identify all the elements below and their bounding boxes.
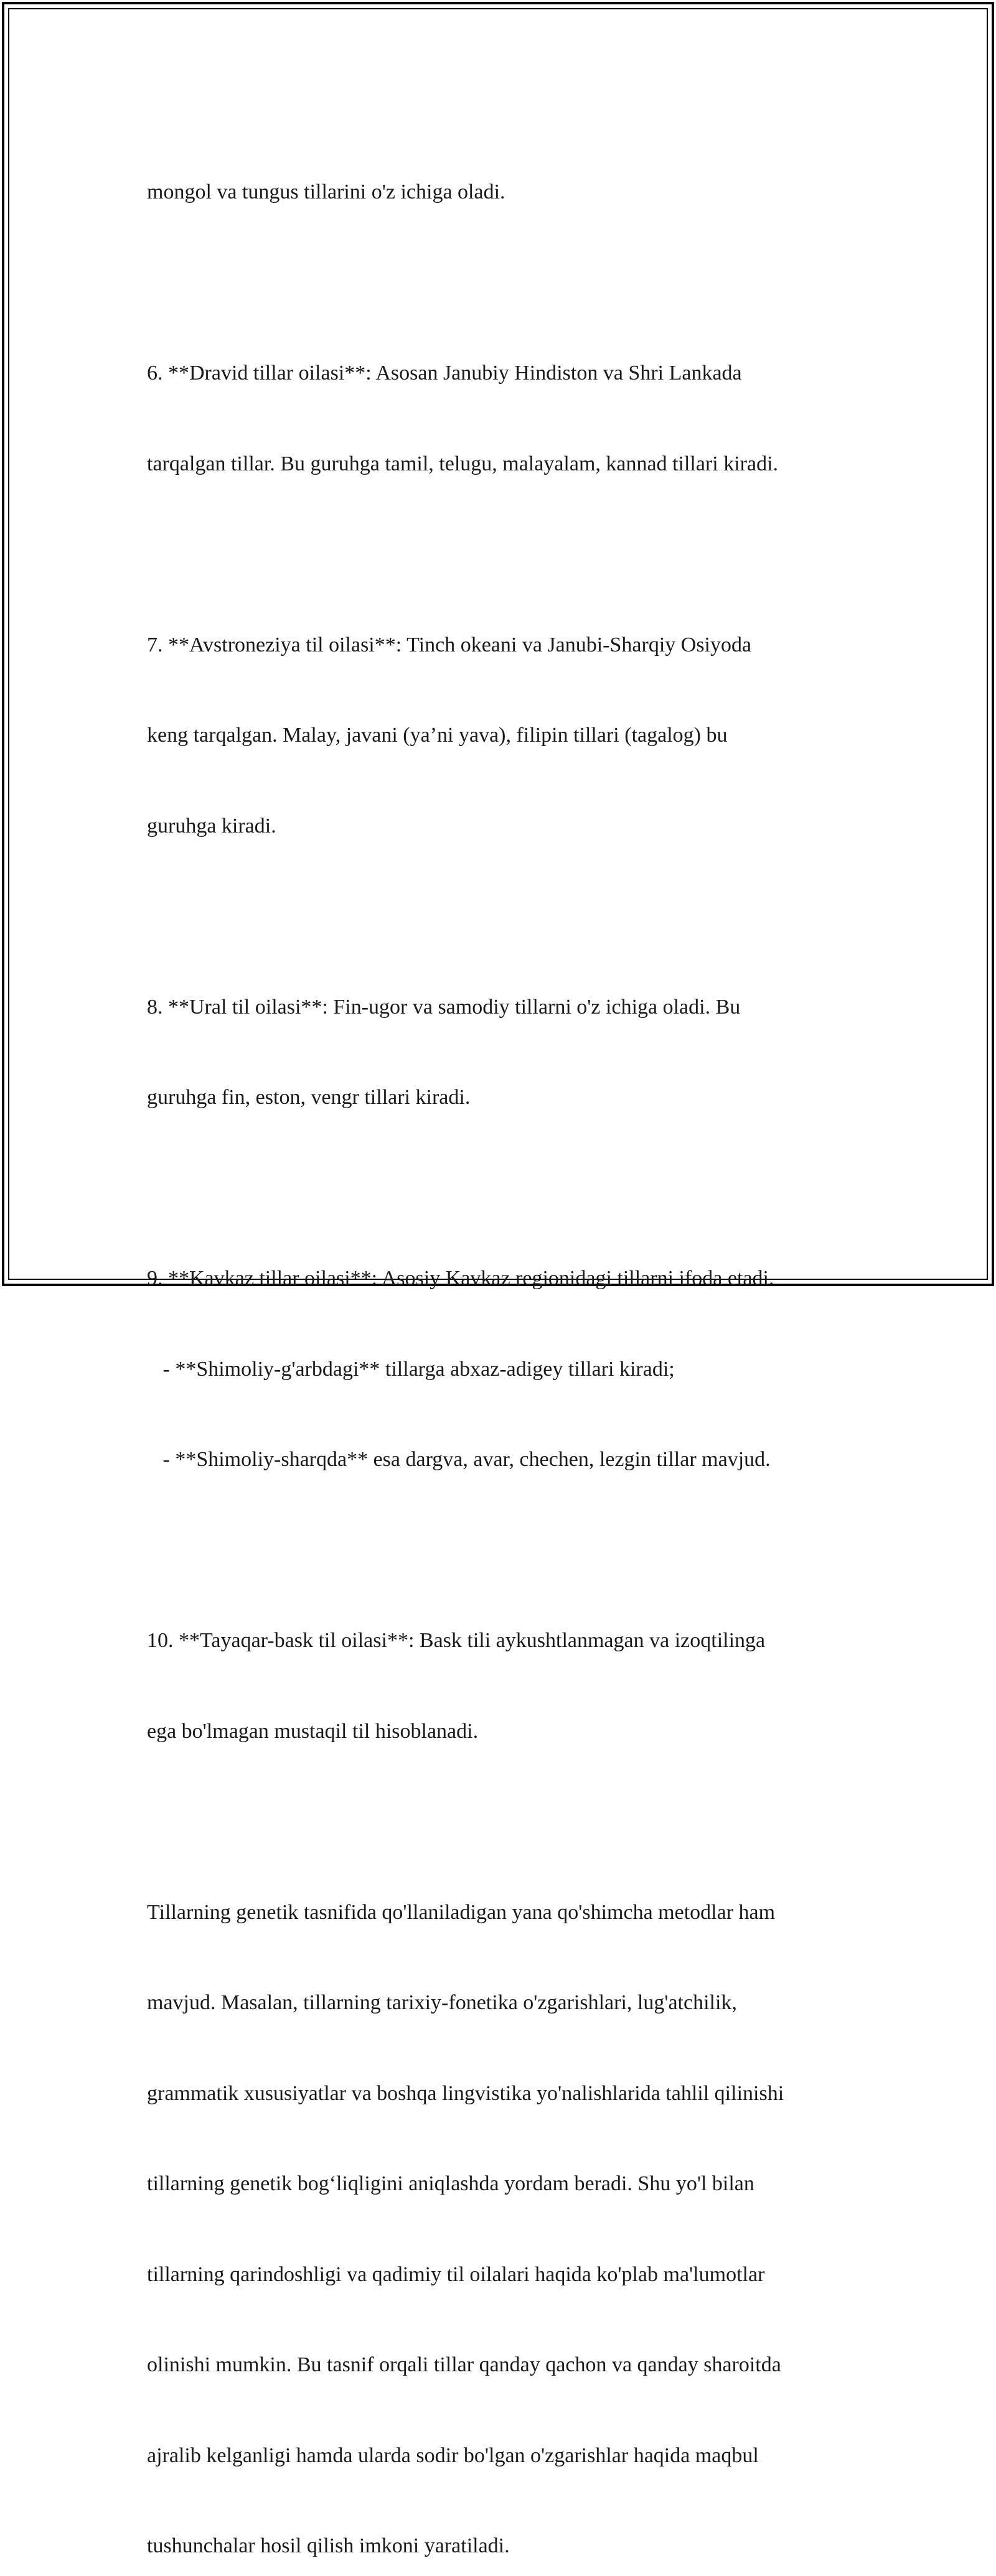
text-line: 9. **Kavkaz tillar oilasi**: Asosiy Kavkaz regionidagi tillarni ifoda etadi.: [147, 1264, 850, 1294]
paragraph-item-6: [147, 298, 850, 539]
paragraph-item-10: [147, 1566, 850, 1807]
text-line: tillarning qarindoshligi va qadimiy til oilalari haqida ko'plab ma'lumotlar: [147, 2260, 850, 2290]
text-line: keng tarqalgan. Malay, javani (ya’ni yava), filipin tillari (tagalog) bu: [147, 721, 850, 751]
text-line: tarqalgan tillar. Bu guruhga tamil, telugu, malayalam, kannad tillari kiradi.: [147, 449, 850, 480]
text-line: olinishi mumkin. Bu tasnif orqali tillar qanday qachon va qanday sharoitda: [147, 2350, 850, 2381]
text-line: guruhga fin, eston, vengr tillari kiradi.: [147, 1083, 850, 1113]
text-line: guruhga kiradi.: [147, 811, 850, 842]
text-line: - **Shimoliy-g'arbdagi** tillarga abxaz-adigey tillari kiradi;: [147, 1355, 850, 1385]
text-line: mongol va tungus tillarini o'z ichiga oladi.: [147, 177, 850, 208]
text-line: 7. **Avstroneziya til oilasi**: Tinch okeani va Janubi-Sharqiy Osiyoda: [147, 630, 850, 661]
paragraph-item-7: [147, 570, 850, 902]
paragraph-item-8: [147, 932, 850, 1174]
text-line: - **Shimoliy-sharqda** esa dargva, avar, chechen, lezgin tillar mavjud.: [147, 1445, 850, 1475]
text-line: Tillarning genetik tasnifida qo'llaniladigan yana qo'shimcha metodlar ham: [147, 1898, 850, 1928]
text-line: tushunchalar hosil qilish imkoni yaratiladi.: [147, 2531, 850, 2562]
text-line: tillarning genetik bog‘liqligini aniqlashda yordam beradi. Shu yo'l bilan: [147, 2169, 850, 2200]
text-line: ega bo'lmagan mustaqil til hisoblanadi.: [147, 1717, 850, 1747]
text-line: ajralib kelganligi hamda ularda sodir bo'lgan o'zgarishlar haqida maqbul: [147, 2441, 850, 2471]
text-line: grammatik xususiyatlar va boshqa lingvistika yo'nalishlarida tahlil qilinishi: [147, 2079, 850, 2109]
text-line: 6. **Dravid tillar oilasi**: Asosan Janubiy Hindiston va Shri Lankada: [147, 358, 850, 389]
paragraph-intro-continuation: [147, 117, 850, 268]
text-line: 10. **Tayaqar-bask til oilasi**: Bask tili aykushtlanmagan va izoqtilinga: [147, 1626, 850, 1656]
document-body: [147, 117, 850, 2576]
text-line: 8. **Ural til oilasi**: Fin-ugor va samodiy tillarni o'z ichiga oladi. Bu: [147, 992, 850, 1023]
text-line: mavjud. Masalan, tillarning tarixiy-fonetika o'zgarishlari, lug'atchilik,: [147, 1988, 850, 2018]
paragraph-item-9: [147, 1203, 850, 1536]
paragraph-conclusion: [147, 1837, 850, 2576]
